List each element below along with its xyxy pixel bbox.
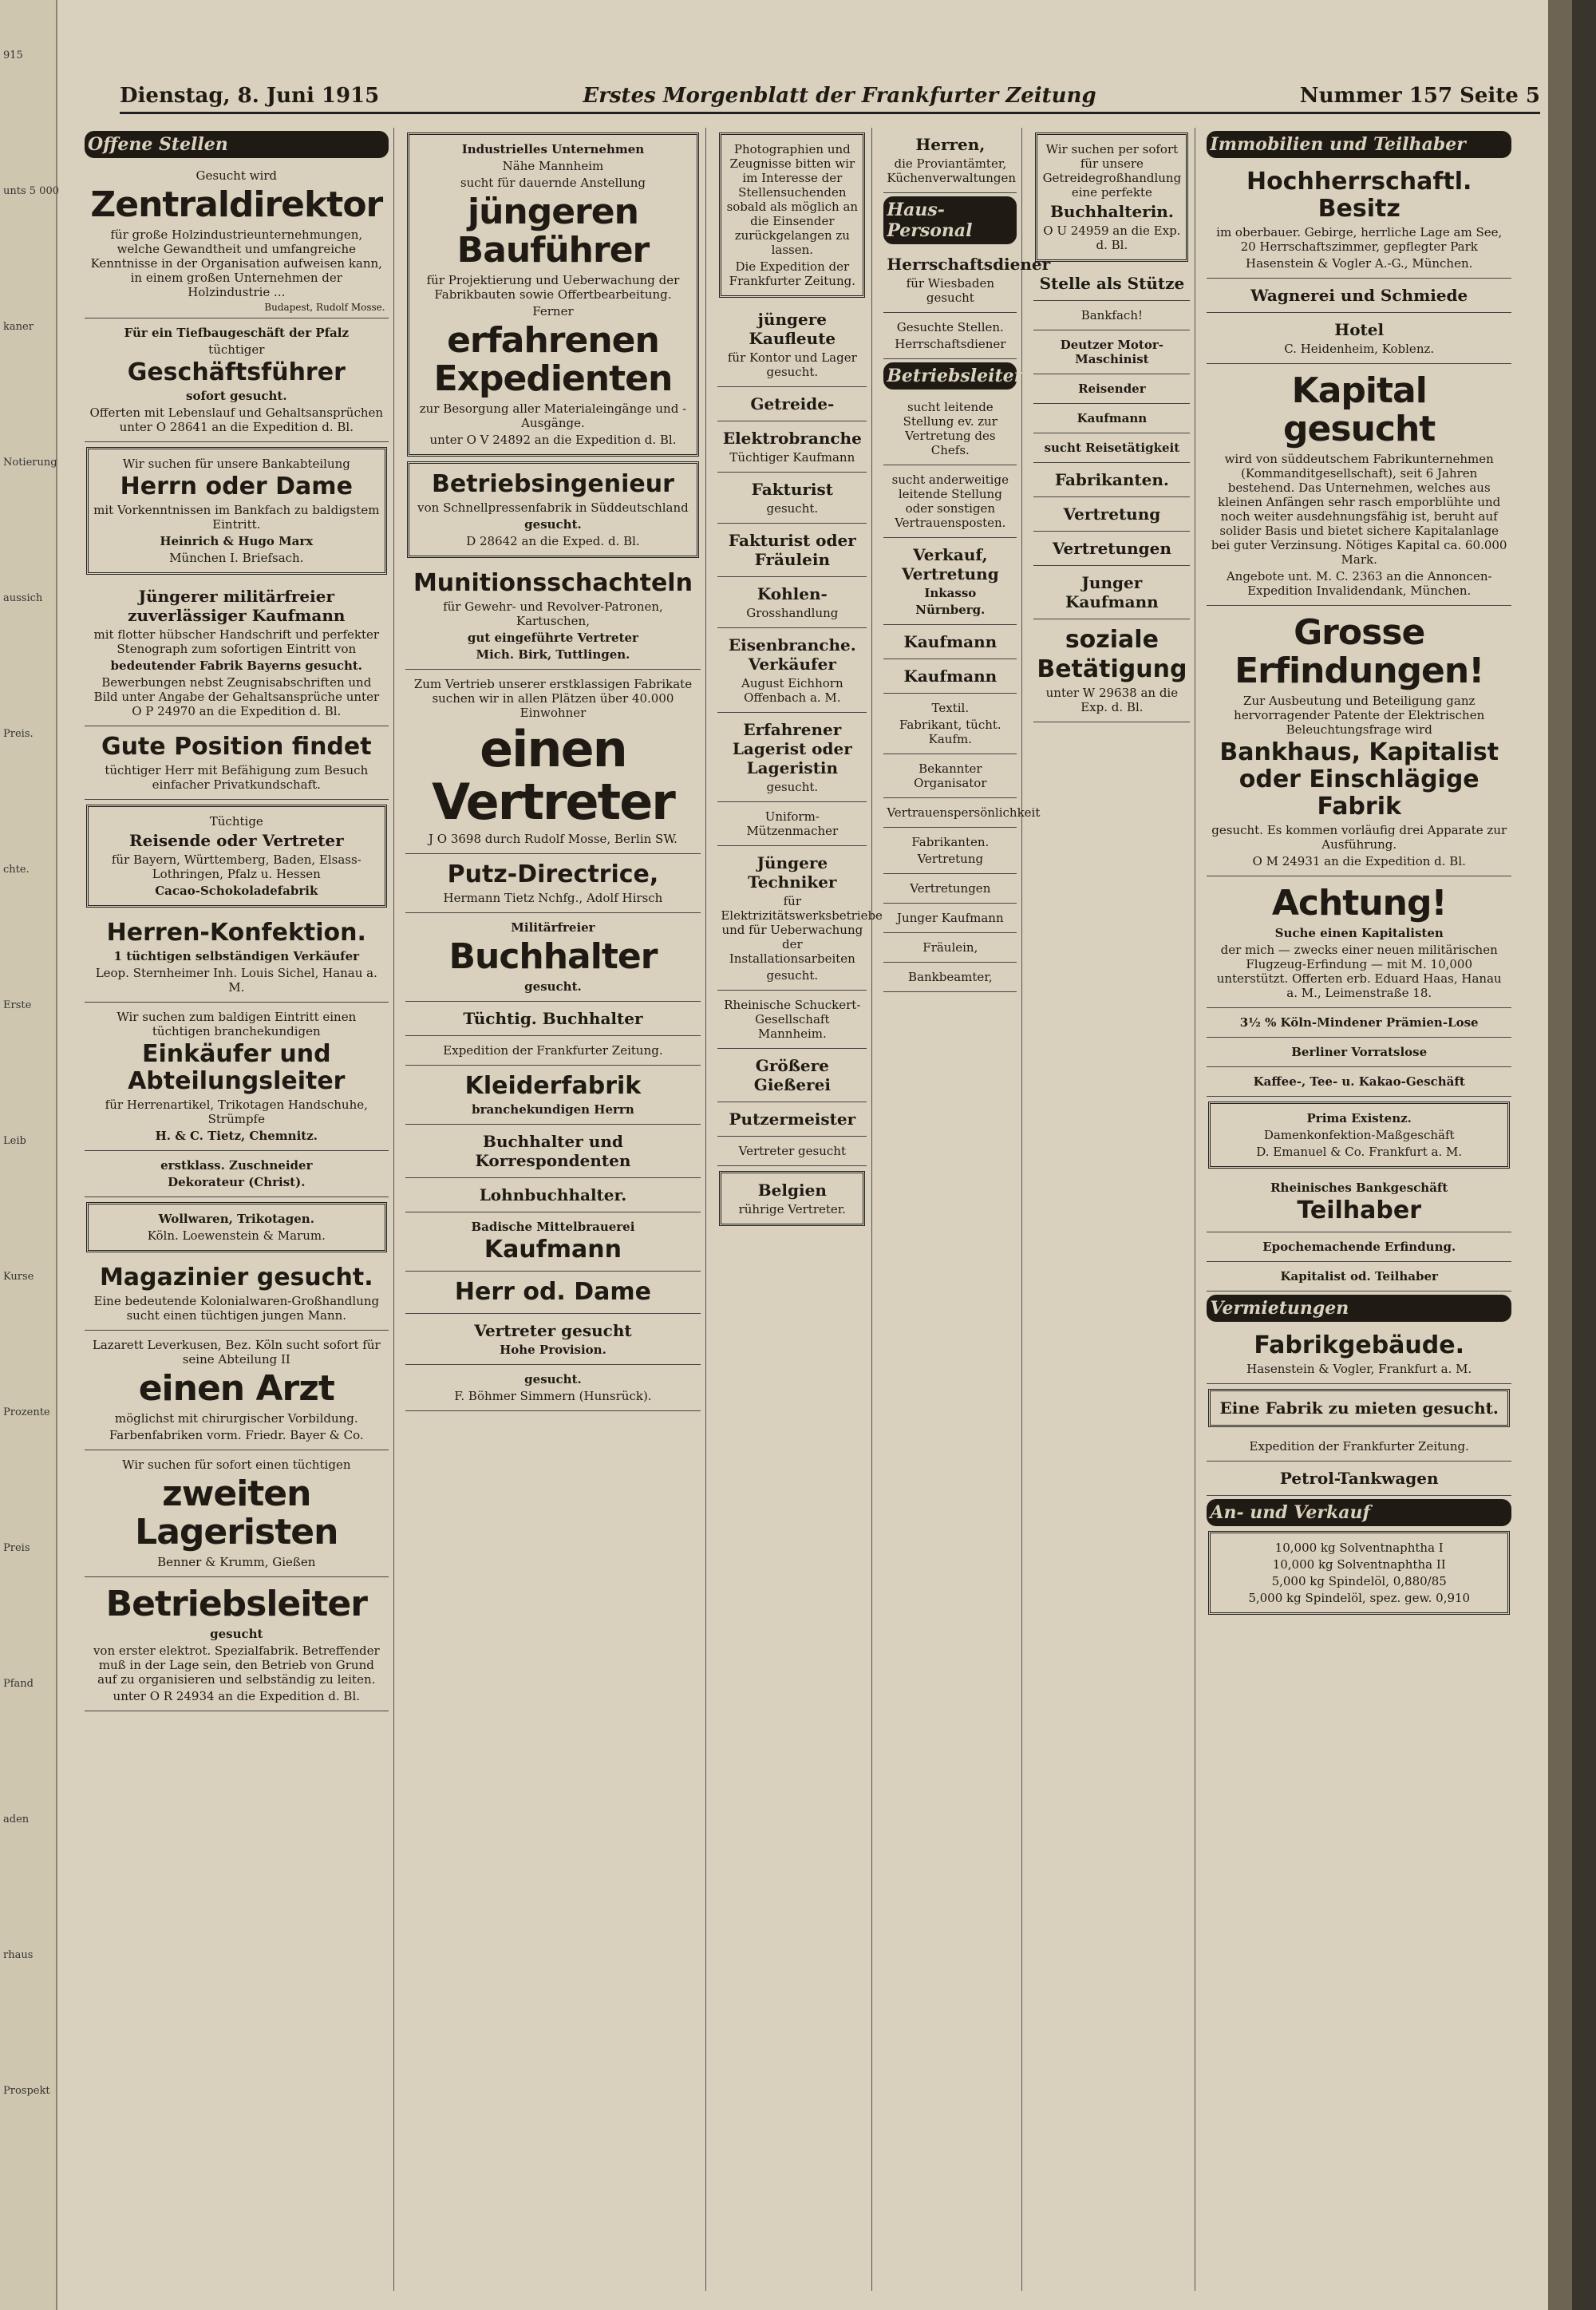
ad-columns xyxy=(80,128,1516,2291)
ad-eisenbranche: Eisenbranche. Verkäufer August Eichhorn Offenbach a. M. xyxy=(717,628,867,713)
section-immobilien: Immobilien und Teilhaber xyxy=(1207,131,1511,158)
ad-achtung: Achtung! Suche einen Kapitalisten der mich — zwecks einer neuen militärischen Flugzeug-Erfindung — mit M. 10,000 unterstützt. Offerten erb. Eduard Haas, Hanau a. M., Leimenstraße 18. xyxy=(1207,876,1511,1008)
ad-lohnbuchhalter: Lohnbuchhalter. xyxy=(405,1178,701,1212)
ad-vertreter-provision: Vertreter gesucht Hohe Provision. xyxy=(405,1314,701,1365)
ad-fakturist: Fakturist gesucht. xyxy=(717,473,867,524)
ad-vertretung-e: Vertretung xyxy=(1033,497,1190,532)
ad-tankwagen: Petrol-Tankwagen xyxy=(1207,1462,1511,1496)
ad-bankgeschaeft: Rheinisches Bankgeschäft Teilhaber xyxy=(1207,1173,1511,1232)
column-4 xyxy=(879,128,1051,2291)
ad-belgien: Belgien rührige Vertreter. xyxy=(719,1171,865,1226)
ad-elektrobranche: Elektrobranche Tüchtiger Kaufmann xyxy=(717,421,867,473)
ad-expedition: Expedition der Frankfurter Zeitung. xyxy=(405,1036,701,1066)
ad-herr-od-dame: Herr od. Dame xyxy=(405,1272,701,1314)
spine-fragment: 915 xyxy=(3,49,23,61)
ad-buchhalter: Militärfreier Buchhalter gesucht. xyxy=(405,913,701,1002)
section-betriebsleiter: Betriebsleiter. xyxy=(883,362,1017,390)
ad-existenz: Prima Existenz. Damenkonfektion-Maßgeschäft D. Emanuel & Co. Frankfurt a. M. xyxy=(1208,1102,1510,1169)
ad-vertretungen-e: Vertretungen xyxy=(1033,532,1190,566)
section-banner: Offene Stellen xyxy=(85,131,389,158)
spine-fragment: Preis xyxy=(3,1542,30,1554)
spine-fragment: Kurse xyxy=(3,1271,34,1283)
spine-fragment: Pfand xyxy=(3,1678,34,1690)
ad-kohlen: Kohlen- Grosshandlung xyxy=(717,577,867,628)
ad-fabrikgebaeude: Fabrikgebäude. Hasenstein & Vogler, Frankfurt a. M. xyxy=(1207,1325,1511,1384)
ad-reisender: Reisender xyxy=(1033,374,1190,404)
ad-maschinist: Deutzer Motor-Maschinist xyxy=(1033,330,1190,374)
spine-fragment: Prozente xyxy=(3,1406,50,1418)
ad-besitz: Hochherrschaftl. Besitz im oberbauer. Gebirge, herrliche Lage am See, 20 Herrschaftszimmer, gepflegter Park Hasenstein & Vogler A.-G., München. xyxy=(1207,161,1511,279)
ad-bankfach: Bankfach! xyxy=(1033,301,1190,330)
ad-einkaeufer: Wir suchen zum baldigen Eintritt einen tüchtigen branchekundigen Einkäufer und Abteilungsleiter für Herrenartikel, Trikotagen Handschuhe, Strümpfe H. & C. Tietz, Chemnitz. xyxy=(85,1003,389,1151)
ad-wollwaren: Wollwaren, Trikotagen. Köln. Loewenstein & Marum. xyxy=(86,1202,387,1252)
ad-gute-position: Gute Position findet tüchtiger Herr mit Befähigung zum Besuch einfacher Privatkundschaft. xyxy=(85,726,389,800)
ad-kaffee: Kaffee-, Tee- u. Kakao-Geschäft xyxy=(1207,1067,1511,1097)
ad-expedition-6: Expedition der Frankfurter Zeitung. xyxy=(1207,1432,1511,1462)
ad-arzt: Lazarett Leverkusen, Bez. Köln sucht sofort für seine Abteilung II einen Arzt möglichst mit chirurgischer Vorbildung. Farbenfabriken vorm. Friedr. Bayer & Co. xyxy=(85,1331,389,1450)
ad-geschaeftsfuehrer: Für ein Tiefbaugeschäft der Pfalz tüchtiger Geschäftsführer sofort gesucht. Offerten mit Lebenslauf und Gehaltsansprüchen unter O 28641 an die Expedition d. Bl. xyxy=(85,318,389,442)
ad-fraeulein: Fräulein, xyxy=(883,933,1017,963)
ad-herrn-oder-dame: Wir suchen für unsere Bankabteilung Herrn oder Dame mit Vorkenntnissen im Bankfach zu baldigstem Eintritt. Heinrich & Hugo Marx München I. Briefsach. xyxy=(86,447,387,575)
spine-fragment: Leib xyxy=(3,1135,26,1147)
spine-fragment: Preis. xyxy=(3,728,34,740)
ad-kaufmann: Jüngerer militärfreier zuverlässiger Kaufmann mit flotter hübscher Handschrift und perfekter Stenograph zum sofortigen Eintritt von bedeutender Fabrik Bayerns gesucht. Bewerbungen nebst Zeugnisabschriften und Bild unter Angabe der Gehaltsansprüche unter O P 24970 an die Expedition d. Bl. xyxy=(85,579,389,726)
ad-fabrikanten-e: Fabrikanten. xyxy=(1033,463,1190,497)
issue-date: Dienstag, 8. Juni 1915 xyxy=(120,84,380,108)
ad-techniker: Jüngere Techniker für Elektrizitätswerksbetriebe und für Ueberwachung der Installationsarbeiten gesucht. xyxy=(717,846,867,991)
spine-fragment: chte. xyxy=(3,864,30,876)
ad-vertrauensperson: Vertrauenspersönlichkeit xyxy=(883,798,1017,828)
ad-herrschaftsdiener: Herrschaftsdiener für Wiesbaden gesucht xyxy=(883,247,1017,313)
ad-kaufleute: jüngere Kaufleute für Kontor und Lager gesucht. xyxy=(717,303,867,387)
ad-zuschneider: erstklass. Zuschneider Dekorateur (Christ). xyxy=(85,1151,389,1197)
column-3 xyxy=(713,128,883,2291)
ad-vertrauensposten: sucht anderweitige leitende Stellung oder sonstigen Vertrauensposten. xyxy=(883,465,1017,538)
column-6 xyxy=(1202,128,1516,2291)
ad-organisator: Bekannter Organisator xyxy=(883,754,1017,798)
adjacent-page-strip xyxy=(0,0,57,2310)
ad-putz-directrice: Putz-Directrice, Hermann Tietz Nchfg., Adolf Hirsch xyxy=(405,854,701,913)
section-haus-personal: Haus-Personal xyxy=(883,196,1017,244)
spine-fragment: aussich xyxy=(3,592,43,604)
ad-betriebsleiter: Betriebsleiter gesucht von erster elektrot. Spezialfabrik. Betreffender muß in der Lage sein, den Betrieb von Grund auf zu organisieren und selbständig zu leiten. unter O R 24934 an die Expedition d. Bl. xyxy=(85,1577,389,1711)
ad-inkasso: Verkauf, Vertretung Inkasso Nürnberg. xyxy=(883,538,1017,625)
ad-gesuchte-stellen: Gesuchte Stellen. Herrschaftsdiener xyxy=(883,313,1017,359)
ad-magazinier: Magazinier gesucht. Eine bedeutende Kolonialwaren-Großhandlung sucht einen tüchtigen jungen Mann. xyxy=(85,1257,389,1331)
ad-kleiderfabrik: Kleiderfabrik branchekundigen Herrn xyxy=(405,1066,701,1125)
ad-erfindungen: Grosse Erfindungen! Zur Ausbeutung und Beteiligung ganz hervorragender Patente der Elektrischen Beleuchtungsfrage wird Bankhaus, Kapitalist oder Einschlägige Fabrik gesucht. Es kommen vorläufig drei Apparate zur Ausführung. O M 24931 an die Expedition d. Bl. xyxy=(1207,606,1511,876)
ad-betriebsingenieur: Betriebsingenieur von Schnellpressenfabrik in Süddeutschland gesucht. D 28642 an die Exped. d. Bl. xyxy=(407,461,700,558)
spine-fragment: aden xyxy=(3,1814,30,1825)
ad-kaufmann-2: Kaufmann xyxy=(883,659,1017,694)
spine-fragment: Erste xyxy=(3,999,32,1011)
ad-leitende-stellung: sucht leitende Stellung ev. zur Vertretung des Chefs. xyxy=(883,393,1017,465)
ad-stuetze: Stelle als Stütze xyxy=(1033,267,1190,301)
spine-fragment: Prospekt xyxy=(3,2085,50,2097)
ad-bankbeamter: Bankbeamter, xyxy=(883,963,1017,992)
page-edge xyxy=(1548,0,1572,2310)
ad-tuechtig-buchhalter: Tüchtig. Buchhalter xyxy=(405,1002,701,1036)
column-1 xyxy=(80,128,394,2291)
ad-reisetaetigkeit: sucht Reisetätigkeit xyxy=(1033,433,1190,463)
ad-bauführer: Industrielles Unternehmen Nähe Mannheim sucht für dauernde Anstellung jüngeren Bauführer für Projektierung und Ueberwachung der Fabrikbauten sowie Offertbearbeitung. Ferner erfahrenen Expedienten zur Besorgung aller Materialeingänge und -Ausgänge. unter O V 24892 an die Expedition d. Bl. xyxy=(407,133,700,457)
spine-fragment: rhaus xyxy=(3,1949,34,1961)
ad-lagerist: Erfahrener Lagerist oder Lageristin gesucht. xyxy=(717,713,867,802)
ad-munitionsschachteln: Munitionsschachteln für Gewehr- und Revolver-Patronen, Kartuschen, gut eingeführte Vertreter Mich. Birk, Tuttlingen. xyxy=(405,563,701,670)
ad-kaufmann-1: Kaufmann xyxy=(883,625,1017,659)
ad-putzermeister: Putzermeister xyxy=(717,1102,867,1137)
ad-fabrikanten: Fabrikanten. Vertretung xyxy=(883,828,1017,874)
ad-mützenmacher: Uniform-Mützenmacher xyxy=(717,802,867,846)
issue-number: Nummer 157 Seite 5 xyxy=(1299,84,1540,108)
ad-brauerei: Badische Mittelbrauerei Kaufmann xyxy=(405,1212,701,1272)
ad-junger-kaufmann-e: Junger Kaufmann xyxy=(1033,566,1190,619)
newspaper-title: Erstes Morgenblatt der Frankfurter Zeitung xyxy=(583,84,1096,108)
spine-fragment: kaner xyxy=(3,321,34,333)
ad-getreide: Getreide- xyxy=(717,387,867,421)
notice-photographien: Photographien und Zeugnisse bitten wir im Interesse der Stellensuchenden sobald als möglich an die Einsender zurückgelangen zu lassen. Die Expedition der Frankfurter Zeitung. xyxy=(719,133,865,298)
ad-soziale-betaetigung: soziale Betätigung unter W 29638 an die Exp. d. Bl. xyxy=(1033,619,1190,722)
ad-boehmer: gesucht. F. Böhmer Simmern (Hunsrück). xyxy=(405,1365,701,1411)
ad-zentraldirektor: Gesucht wird Zentraldirektor für große Holzindustrieunternehmungen, welche Gewandtheit und umfangreiche Kenntnisse in der Organisation aufweisen kann, in einem großen Unternehmen der Holzindustrie ... Budapest, Rudolf Mosse. xyxy=(85,161,389,318)
column-5 xyxy=(1029,128,1195,2291)
column-2 xyxy=(401,128,707,2291)
ad-herren: Herren, die Proviantämter, Küchenverwaltungen xyxy=(883,128,1017,193)
ad-reisende: Tüchtige Reisende oder Vertreter für Bayern, Württemberg, Baden, Elsass-Lothringen, Pfalz u. Hessen Cacao-Schokoladefabrik xyxy=(86,805,387,908)
section-an-und-verkauf: An- und Verkauf xyxy=(1207,1499,1511,1526)
ad-kaufmann-e: Kaufmann xyxy=(1033,404,1190,433)
ad-vorratslose: Berliner Vorratslose xyxy=(1207,1038,1511,1067)
ad-fabrik-mieten: Eine Fabrik zu mieten gesucht. xyxy=(1208,1389,1510,1427)
ad-textil: Textil. Fabrikant, tücht. Kaufm. xyxy=(883,694,1017,754)
ad-lagerist: Wir suchen für sofort einen tüchtigen zweiten Lageristen Benner & Krumm, Gießen xyxy=(85,1450,389,1577)
ad-kapital: Kapital gesucht wird von süddeutschem Fabrikunternehmen (Kommanditgesellschaft), seit 6 Jahren bestehend. Das Unternehmen, welches aus kleinen Anfängen sehr rasch emporblühte und noch weiter ausdehnungsfähig ist, beruht auf solider Basis und bietet sichere Kapitalanlage bei guter Verzinsung. Nötiges Kapital ca. 60.000 Mark. Angebote unt. M. C. 2363 an die Annoncen-Expedition Invalidendank, München. xyxy=(1207,364,1511,606)
section-vermietungen: Vermietungen xyxy=(1207,1295,1511,1322)
ad-hotel: Hotel C. Heidenheim, Koblenz. xyxy=(1207,313,1511,364)
ad-naphtha: 10,000 kg Solventnaphtha I 10,000 kg Solventnaphtha II 5,000 kg Spindelöl, 0,880/85 5,000 kg Spindelöl, spez. gew. 0,910 xyxy=(1208,1531,1510,1615)
ad-junger-kaufmann: Junger Kaufmann xyxy=(883,904,1017,933)
masthead xyxy=(120,80,1540,114)
ad-vertreter-gesucht: Vertreter gesucht xyxy=(717,1137,867,1166)
ad-korrespondenten: Buchhalter und Korrespondenten xyxy=(405,1125,701,1178)
ad-schuckert: Rheinische Schuckert-Gesellschaft Mannheim. xyxy=(717,991,867,1049)
ad-buchhalterin: Wir suchen per sofort für unsere Getreidegroßhandlung eine perfekte Buchhalterin. O U 24959 an die Exp. d. Bl. xyxy=(1035,133,1188,262)
spine-fragment: Notierung xyxy=(3,457,57,469)
ad-lose: 3½ % Köln-Mindener Prämien-Lose xyxy=(1207,1008,1511,1038)
ad-giesserei: Größere Gießerei xyxy=(717,1049,867,1102)
ad-vertretungen: Vertretungen xyxy=(883,874,1017,904)
ad-fakturist-fraeulein: Fakturist oder Fräulein xyxy=(717,524,867,577)
ad-kapitalist: Kapitalist od. Teilhaber xyxy=(1207,1262,1511,1291)
spine-fragment: unts 5 000 xyxy=(3,185,59,197)
ad-epochemachend: Epochemachende Erfindung. xyxy=(1207,1232,1511,1262)
ad-herren-konfektion: Herren-Konfektion. 1 tüchtigen selbständigen Verkäufer Leop. Sternheimer Inh. Louis Sichel, Hanau a. M. xyxy=(85,912,389,1003)
ad-wagnerei: Wagnerei und Schmiede xyxy=(1207,279,1511,313)
ad-vertreter: Zum Vertrieb unserer erstklassigen Fabrikate suchen wir in allen Plätzen über 40.000 Einwohner einen Vertreter J O 3698 durch Rudolf Mosse, Berlin SW. xyxy=(405,670,701,854)
